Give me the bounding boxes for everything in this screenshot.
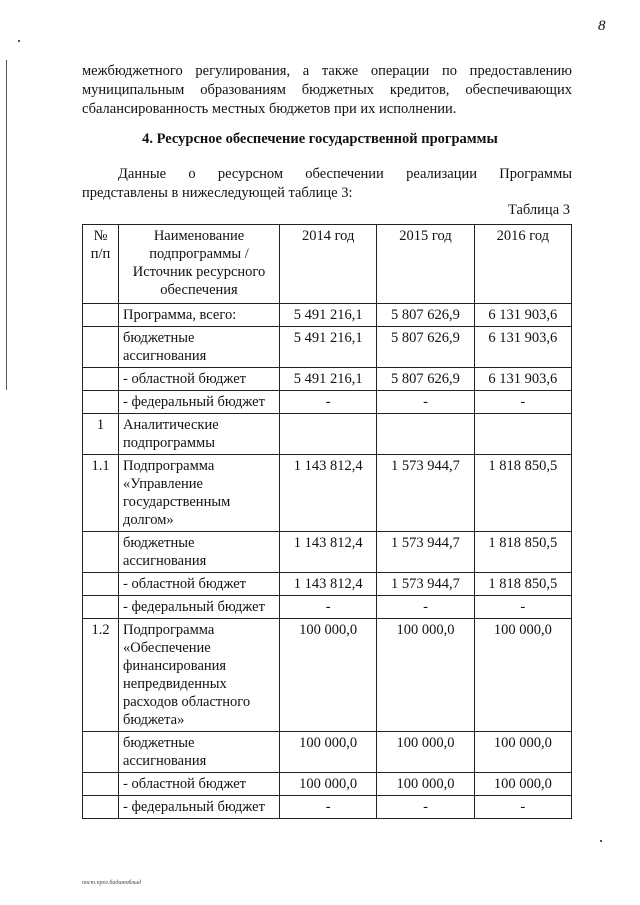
cell-2014: 1 143 812,4 (280, 573, 377, 596)
cell-2016: - (474, 796, 571, 819)
cell-2016: 100 000,0 (474, 773, 571, 796)
cell-2015: 100 000,0 (377, 732, 474, 773)
cell-num (83, 532, 119, 573)
cell-2016: 6 131 903,6 (474, 304, 571, 327)
cell-2016: - (474, 596, 571, 619)
cell-name: Аналитические подпрограммы (119, 414, 280, 455)
table-row (83, 573, 572, 596)
resource-table (82, 224, 572, 819)
cell-num: 1.1 (83, 455, 119, 532)
cell-2014: - (280, 796, 377, 819)
cell-2016 (474, 414, 571, 455)
cell-num: 1.2 (83, 619, 119, 732)
table-intro-paragraph (82, 165, 572, 203)
table-row (83, 414, 572, 455)
footer-note: пост.прог.бадинюблыд (82, 880, 142, 886)
cell-name: бюджетные ассигнования (119, 327, 280, 368)
cell-2014: 5 491 216,1 (280, 368, 377, 391)
cell-2016: 100 000,0 (474, 732, 571, 773)
cell-num (83, 573, 119, 596)
cell-2014: 5 491 216,1 (280, 304, 377, 327)
cell-2016: 6 131 903,6 (474, 327, 571, 368)
cell-name: - областной бюджет (119, 573, 280, 596)
cell-2014: 1 143 812,4 (280, 455, 377, 532)
cell-2014: - (280, 391, 377, 414)
header-2015: 2015 год (377, 225, 474, 304)
cell-2015: - (377, 391, 474, 414)
table-row (83, 796, 572, 819)
table-row (83, 619, 572, 732)
cell-2016: 1 818 850,5 (474, 532, 571, 573)
table-header-row (83, 225, 572, 304)
cell-name: Программа, всего: (119, 304, 280, 327)
cell-name: бюджетные ассигнования (119, 732, 280, 773)
cell-2015: 100 000,0 (377, 619, 474, 732)
header-2014: 2014 год (280, 225, 377, 304)
cell-name: Подпрограмма «Управление государственным долгом» (119, 455, 280, 532)
intro-line: сбалансированность местных бюджетов при их исполнении. (82, 101, 457, 117)
cell-num (83, 391, 119, 414)
cell-num (83, 773, 119, 796)
cell-2016: 100 000,0 (474, 619, 571, 732)
paragraph-line: представлены в нижеследующей таблице 3: (82, 185, 353, 201)
cell-2016: 1 818 850,5 (474, 573, 571, 596)
cell-2015: 100 000,0 (377, 773, 474, 796)
table-row (83, 596, 572, 619)
intro-paragraph (82, 62, 572, 119)
cell-2016: - (474, 391, 571, 414)
table-row (83, 368, 572, 391)
cell-2015 (377, 414, 474, 455)
cell-num (83, 596, 119, 619)
cell-2015: 1 573 944,7 (377, 573, 474, 596)
cell-name: - федеральный бюджет (119, 596, 280, 619)
cell-num: 1 (83, 414, 119, 455)
intro-line: межбюджетного регулирования, а также операции по предоставлению (82, 63, 572, 79)
scan-speck (600, 840, 602, 842)
cell-2016: 1 818 850,5 (474, 455, 571, 532)
cell-num (83, 368, 119, 391)
paragraph-line: Данные о ресурсном обеспечении реализации Программы (118, 166, 572, 182)
header-name: Наименование подпрограммы / Источник ресурсного обеспечения (119, 225, 280, 304)
cell-2014: 100 000,0 (280, 773, 377, 796)
intro-line: муниципальным образованиям бюджетных кредитов, обеспечивающих (82, 82, 572, 98)
cell-name: - федеральный бюджет (119, 796, 280, 819)
table-row (83, 304, 572, 327)
scan-speck (18, 40, 20, 42)
cell-2015: 5 807 626,9 (377, 327, 474, 368)
header-2016: 2016 год (474, 225, 571, 304)
table-row (83, 773, 572, 796)
cell-2015: 5 807 626,9 (377, 304, 474, 327)
header-num: № п/п (83, 225, 119, 304)
cell-name: Подпрограмма «Обеспечение финансирования непредвиденных расходов областного бюджета» (119, 619, 280, 732)
cell-2015: 1 573 944,7 (377, 455, 474, 532)
section-heading: 4. Ресурсное обеспечение государственной программы (142, 131, 498, 147)
cell-num (83, 304, 119, 327)
cell-2015: - (377, 596, 474, 619)
cell-2014: 1 143 812,4 (280, 532, 377, 573)
table-row (83, 532, 572, 573)
table-row (83, 327, 572, 368)
cell-2015: - (377, 796, 474, 819)
cell-2014 (280, 414, 377, 455)
cell-2015: 5 807 626,9 (377, 368, 474, 391)
cell-num (83, 796, 119, 819)
cell-2014: 100 000,0 (280, 619, 377, 732)
cell-2014: 100 000,0 (280, 732, 377, 773)
cell-2014: - (280, 596, 377, 619)
cell-num (83, 327, 119, 368)
cell-2016: 6 131 903,6 (474, 368, 571, 391)
cell-2014: 5 491 216,1 (280, 327, 377, 368)
table-row (83, 455, 572, 532)
cell-name: - федеральный бюджет (119, 391, 280, 414)
scan-edge-line (6, 60, 7, 390)
cell-name: бюджетные ассигнования (119, 532, 280, 573)
page-number: 8 (598, 18, 606, 34)
table-row (83, 732, 572, 773)
cell-2015: 1 573 944,7 (377, 532, 474, 573)
table-caption: Таблица 3 (507, 202, 570, 218)
cell-num (83, 732, 119, 773)
cell-name: - областной бюджет (119, 773, 280, 796)
table-row (83, 391, 572, 414)
cell-name: - областной бюджет (119, 368, 280, 391)
